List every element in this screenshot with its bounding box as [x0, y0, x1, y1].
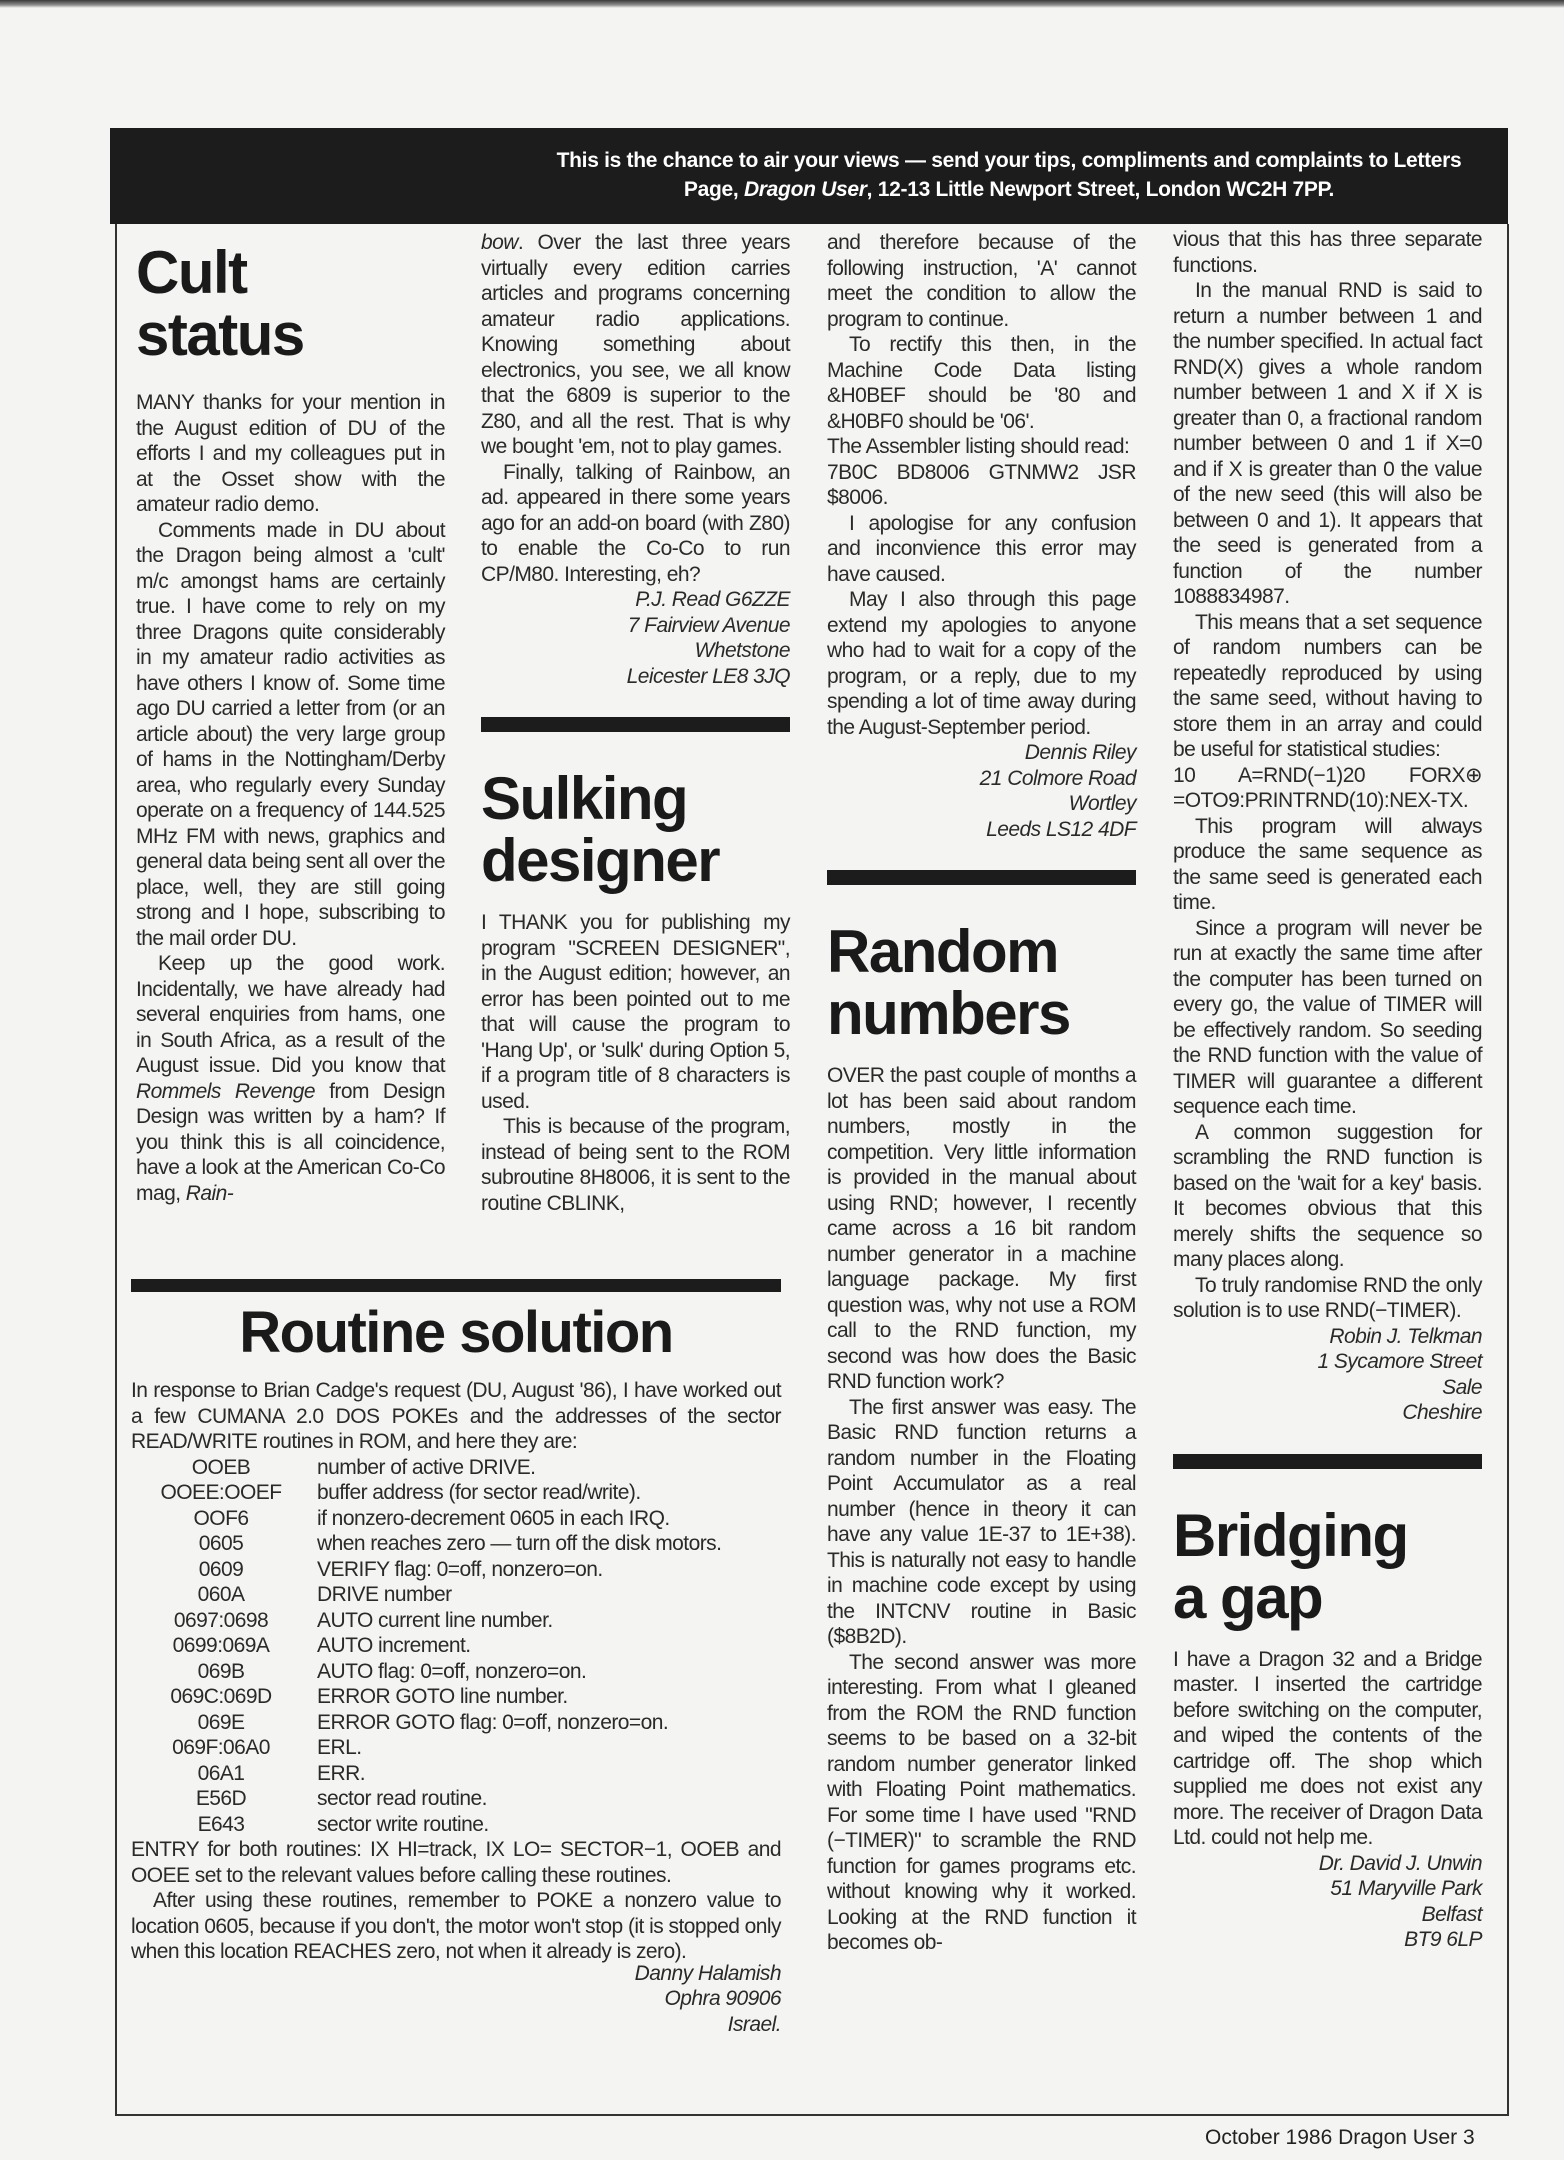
letter-paragraph: I apologise for any confusion and inconvience this error may have caused. — [827, 511, 1136, 586]
letter-paragraph: 7B0C BD8006 GTNMW2 JSR $8006. — [827, 460, 1136, 509]
letter-title-random-numbers: Random numbers — [827, 918, 1070, 1047]
table-row: 069F:06A0 ERL. — [172, 1736, 362, 1759]
column-4 — [1173, 227, 1482, 1953]
frame-line — [1507, 224, 1509, 2116]
letters-banner — [110, 128, 1508, 224]
signature-sulking: Dennis Riley 21 Colmore Road Wortley Leeds LS12 4DF — [979, 741, 1136, 841]
table-row: 0605 when reaches zero — turn off the disk motors. — [198, 1532, 722, 1555]
letter-title-cult-status: Cult status — [136, 239, 304, 368]
table-row: 0697:0698 AUTO current line number. — [173, 1608, 553, 1632]
letter-paragraph: I THANK you for publishing my program "SCREEN DESIGNER", in the August edition; however, an error has been pointed out to me that will cause the program to 'Hang Up', or 'sulk' during Option 5, if a program title of 8 characters is used. — [481, 911, 790, 1113]
letter-title-routine-solution: Routine solution — [239, 1300, 673, 1365]
letter-paragraph: Keep up the good work. Incidentally, we have already had several enquiries from hams, one in South Africa, as a result of the August issue. Did you know that Rommels Revenge from Design Design was written by a ham? If you think this is all coincidence, have a look at the American Co-Co mag, Rain- — [136, 952, 445, 1205]
table-row: 069E ERROR GOTO flag: 0=off, nonzero=on. — [197, 1710, 669, 1734]
letter-paragraph: This program will always produce the same sequence as the same seed is generated each time. — [1173, 814, 1482, 914]
page-edge — [0, 0, 1564, 8]
letter-paragraph: bow. Over the last three years virtually every edition carries articles and programs concerning amateur radio applications. Knowing something about electronics, you see, we all know that the 6809 is superior to the Z80, and all the rest. That is why we bought 'em, not to play games. — [481, 231, 790, 458]
letter-paragraph: May I also through this page extend my apologies to anyone who had to wait for a copy of the program, or a reply, due to my spending a lot of time away during the August-September period. — [827, 588, 1136, 739]
letter-paragraph: The first answer was easy. The Basic RND function returns a random number in the Floating Point Accumulator as a real number (hence in theory it can have any value 1E-37 to 1E+38). This is naturally not easy to handle in machine code except by using the INTCNV routine in Basic ($8B2D). — [827, 1395, 1136, 1648]
letter-paragraph: To rectify this then, in the Machine Code Data listing &H0BEF should be '80 and &H0BF0 should be '06'. — [827, 333, 1136, 433]
table-row: 069C:069D ERROR GOTO line number. — [170, 1685, 568, 1708]
letter-paragraph: A common suggestion for scrambling the RND function is based on the 'wait for a key' basis. It becomes obvious that this merely shifts the sequence so many places along. — [1173, 1120, 1482, 1271]
letter-paragraph: Comments made in DU about the Dragon being almost a 'cult' m/c amongst hams are certainly true. I have come to rely on my three Dragons quite considerably in my amateur radio activities as have others I know of. Some time ago DU carried a letter from (or an article about) the very large group of hams in the Nottingham/Derby area, who regularly every Sunday operate on a frequency of 144.525 MHz FM with news, graphics and general data being sent all over the place, well, they are still going strong and I hope, subscribing to the mail order DU. — [136, 518, 445, 950]
letter-paragraph: In the manual RND is said to return a number between 1 and the number specified. In actual fact RND(X) gives a whole random number between 1 and X if X is greater than 0, a fractional random number between 0 and 1 if X=0 and if X is greater than 0 the value of the new seed (this will also be between 0 and 1). It appears that the seed is generated from a function of the number 1088834987. — [1173, 279, 1482, 608]
code-listing: 10 A=RND(−1)20 FORX⊕ =OTO9:PRINTRND(10):NEX-TX. — [1173, 763, 1482, 812]
letter-paragraph: OVER the past couple of months a lot has been said about random numbers, mostly in the competition. Very little information is provided in the manual about using RND; however, I recently came across a 16 bit random number generator in a machine language package. My first question was, why not use a ROM call to the RND function, my second was how does the Basic RND function work? — [827, 1064, 1136, 1393]
section-divider — [131, 1279, 781, 1292]
letter-title-bridging-a-gap: Bridging a gap — [1173, 1501, 1408, 1631]
letter-paragraph: The Assembler listing should read: — [827, 435, 1130, 458]
banner-text: This is the chance to air your views — send your tips, compliments and complaints to Letters Page, Dragon User, 12-13 Little Newport Street, London WC2H 7PP. — [556, 149, 1462, 201]
signature-random: Robin J. Telkman 1 Sycamore Street Sale Cheshire — [1317, 1324, 1482, 1424]
letter-paragraph: and therefore because of the following instruction, 'A' cannot meet the condition to allow the program to continue. — [827, 231, 1136, 331]
table-row: 060A DRIVE number — [197, 1583, 452, 1606]
letter-paragraph: After using these routines, remember to POKE a nonzero value to location 0605, because if you don't, the motor won't stop (it is stopped only when this location REACHES zero, not when it already is zero). — [131, 1889, 781, 1963]
table-row: OOEE:OOEF buffer address (for sector read/write). — [160, 1481, 641, 1504]
section-divider — [1173, 1454, 1482, 1469]
section-divider — [481, 717, 790, 732]
table-row: OOEB number of active DRIVE. — [191, 1455, 536, 1479]
letter-paragraph: The second answer was more interesting. From what I gleaned from the ROM the RND function seems to be based on a 32-bit random number generator linked with Floating Point mathematics. For some time I have used "RND (−TIMER)" to scramble the RND function for games programs etc. without knowing why it worked. Looking at the RND function it becomes ob- — [827, 1650, 1136, 1954]
section-divider — [827, 870, 1136, 885]
letter-paragraph: vious that this has three separate functions. — [1173, 228, 1482, 277]
letter-title-sulking-designer: Sulking designer — [481, 765, 720, 894]
letter-paragraph: Since a program will never be run at exactly the same time after the computer has been turned on every go, the value of TIMER will be effectively random. So seeding the RND function with the value of TIMER will guarantee a different sequence each time. — [1173, 916, 1482, 1118]
letter-paragraph: To truly randomise RND the only solution is to use RND(−TIMER). — [1173, 1273, 1482, 1322]
table-row: OOF6 if nonzero-decrement 0605 in each IRQ. — [193, 1506, 670, 1530]
letter-paragraph: Finally, talking of Rainbow, an ad. appeared in there some years ago for an add-on board (with Z80) to enable the Co-Co to run CP/M80. Interesting, eh? — [481, 460, 790, 586]
table-row: 0609 VERIFY flag: 0=off, nonzero=on. — [198, 1557, 603, 1581]
signature-cult: P.J. Read G6ZZE 7 Fairview Avenue Whetstone Leicester LE8 3JQ — [626, 588, 790, 688]
routine-solution-section — [131, 1279, 781, 2037]
column-2 — [481, 230, 790, 1216]
column-1 — [136, 239, 445, 1206]
letter-paragraph: This means that a set sequence of random numbers can be repeatedly reproduced by using the same seed, without having to store them in an array and could be useful for statistical studies: — [1173, 610, 1482, 761]
letter-paragraph: ENTRY for both routines: IX HI=track, IX LO= SECTOR−1, OOEB and OOEE set to the relevant values before calling these routines. — [131, 1838, 781, 1887]
table-row: 0699:069A AUTO increment. — [172, 1634, 471, 1657]
letter-paragraph: I have a Dragon 32 and a Bridge master. I inserted the cartridge before switching on the computer, and wiped the contents of the cartridge off. The shop which supplied me does not exist any more. The receiver of Dragon Data Ltd. could not help me. — [1173, 1647, 1482, 1849]
table-row: 069B AUTO flag: 0=off, nonzero=on. — [197, 1659, 587, 1683]
frame-line — [115, 224, 117, 2116]
signature-routine: Danny Halamish Ophra 90906 Israel. — [634, 1961, 781, 2036]
table-row: E56D sector read routine. — [195, 1787, 487, 1810]
address-table — [131, 1455, 781, 1838]
page-footer: October 1986 Dragon User 3 — [1205, 2126, 1475, 2149]
signature-bridging: Dr. David J. Unwin 51 Maryville Park Belfast BT9 6LP — [1318, 1851, 1482, 1951]
table-row: E643 sector write routine. — [197, 1812, 489, 1836]
letter-paragraph: In response to Brian Cadge's request (DU, August '86), I have worked out a few CUMANA 2.0 DOS POKEs and the addresses of the sector READ/WRITE routines in ROM, and here they are: — [131, 1379, 781, 1453]
column-3 — [827, 230, 1136, 1956]
letter-paragraph: MANY thanks for your mention in the August edition of DU of the efforts I and my colleagues put in at the Osset show with the amateur radio demo. — [136, 391, 445, 516]
frame-line — [115, 2114, 1509, 2116]
letter-paragraph: This is because of the program, instead of being sent to the ROM subroutine 8H8006, it is sent to the routine CBLINK, — [481, 1115, 790, 1215]
table-row: 06A1 ERR. — [197, 1761, 365, 1785]
